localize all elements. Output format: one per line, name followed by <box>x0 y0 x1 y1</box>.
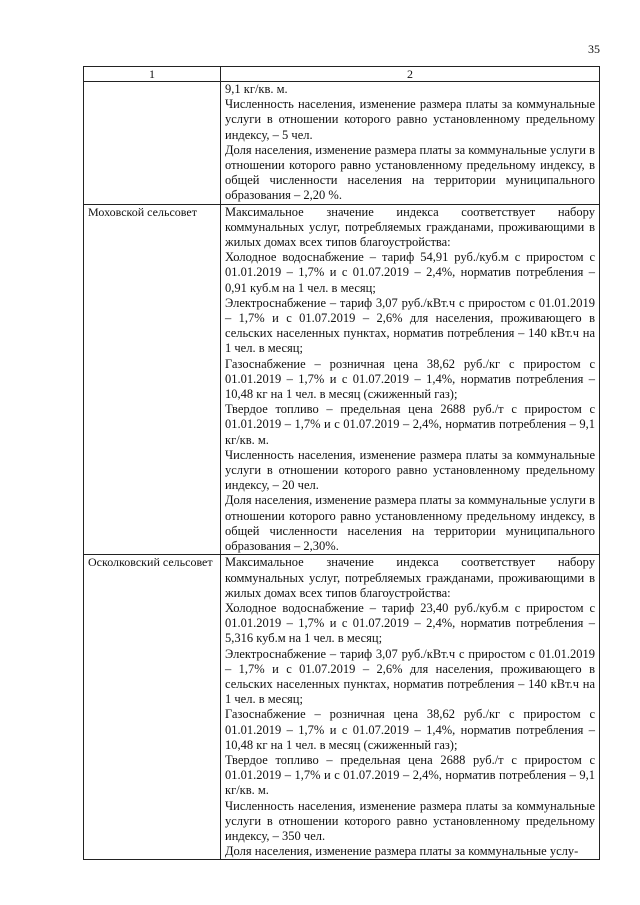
paragraph: Электроснабжение – тариф 3,07 руб./кВт.ч с приростом с 01.01.2019 – 1,7% и с 01.07.2019 – 2,6% для населения, проживающего в сельских населенных пунктах, норматив потребления – 140 кВт.ч на 1 чел. в месяц; <box>225 646 595 707</box>
paragraph: Численность населения, изменение размера платы за коммунальные услуги в отношении которого равно установленному предельному индексу, – 5 чел. <box>225 97 595 142</box>
municipality-name <box>84 82 221 205</box>
municipality-name: Осколковский сельсовет <box>84 555 221 860</box>
row-description <box>221 82 600 205</box>
data-table <box>83 66 600 860</box>
paragraph: Максимальное значение индекса соответствует набору коммунальных услуг, потребляемых гражданами, проживающими в жилых домах всех типов благоустройства: <box>225 204 595 250</box>
municipality-name: Моховской сельсовет <box>84 204 221 555</box>
paragraph: Твердое топливо – предельная цена 2688 руб./т с приростом с 01.01.2019 – 1,7% и с 01.07.2019 – 2,4%, норматив потребления – 9,1 кг/кв. м. <box>225 402 595 447</box>
table-header-row <box>84 67 600 82</box>
paragraph: Доля населения, изменение размера платы за коммунальные услуги в отношении которого равно установленному предельному индексу, в общей численности населения на территории муниципального образования – 2,30%. <box>225 493 595 554</box>
column-header-2: 2 <box>221 67 600 82</box>
paragraph: Газоснабжение – розничная цена 38,62 руб./кг с приростом с 01.01.2019 – 1,7% и с 01.07.2019 – 1,4%, норматив потребления – 10,48 кг на 1 чел. в месяц (сжиженный газ); <box>225 707 595 752</box>
paragraph: 9,1 кг/кв. м. <box>225 82 288 96</box>
table-row <box>84 555 600 860</box>
page-number: 35 <box>588 42 600 56</box>
paragraph: Доля населения, изменение размера платы за коммунальные услуги в отношении которого равно установленному предельному индексу, в общей численности населения на территории муниципального образования – 2,20 %. <box>225 142 595 203</box>
paragraph: Доля населения, изменение размера платы за коммунальные услу- <box>225 844 579 859</box>
paragraph: Численность населения, изменение размера платы за коммунальные услуги в отношении которого равно установленному предельному индексу, – 350 чел. <box>225 798 595 843</box>
paragraph: Электроснабжение – тариф 3,07 руб./кВт.ч с приростом с 01.01.2019 – 1,7% и с 01.07.2019 – 2,6% для населения, проживающего в сельских населенных пунктах, норматив потребления – 140 кВт.ч на 1 чел. в месяц; <box>225 295 595 356</box>
column-header-1: 1 <box>84 67 221 82</box>
row-description <box>221 555 600 860</box>
paragraph: Твердое топливо – предельная цена 2688 руб./т с приростом с 01.01.2019 – 1,7% и с 01.07.2019 – 2,4%, норматив потребления – 9,1 кг/кв. м. <box>225 752 595 798</box>
paragraph: Холодное водоснабжение – тариф 54,91 руб./куб.м с приростом с 01.01.2019 – 1,7% и с 01.07.2019 – 2,4%, норматив потребления – 0,91 куб.м на 1 чел. в месяц; <box>225 250 595 295</box>
paragraph: Максимальное значение индекса соответствует набору коммунальных услуг, потребляемых гражданами, проживающими в жилых домах всех типов благоустройства: <box>225 555 595 600</box>
paragraph: Численность населения, изменение размера платы за коммунальные услуги в отношении которого равно установленному предельному индексу, – 20 чел. <box>225 447 595 493</box>
row-description <box>221 204 600 555</box>
paragraph: Холодное водоснабжение – тариф 23,40 руб./куб.м с приростом с 01.01.2019 – 1,7% и с 01.07.2019 – 2,4%, норматив потребления – 5,316 куб.м на 1 чел. в месяц; <box>225 600 595 646</box>
table-row <box>84 204 600 555</box>
table-row <box>84 82 600 205</box>
paragraph: Газоснабжение – розничная цена 38,62 руб./кг с приростом с 01.01.2019 – 1,7% и с 01.07.2019 – 1,4%, норматив потребления – 10,48 кг на 1 чел. в месяц (сжиженный газ); <box>225 356 595 402</box>
